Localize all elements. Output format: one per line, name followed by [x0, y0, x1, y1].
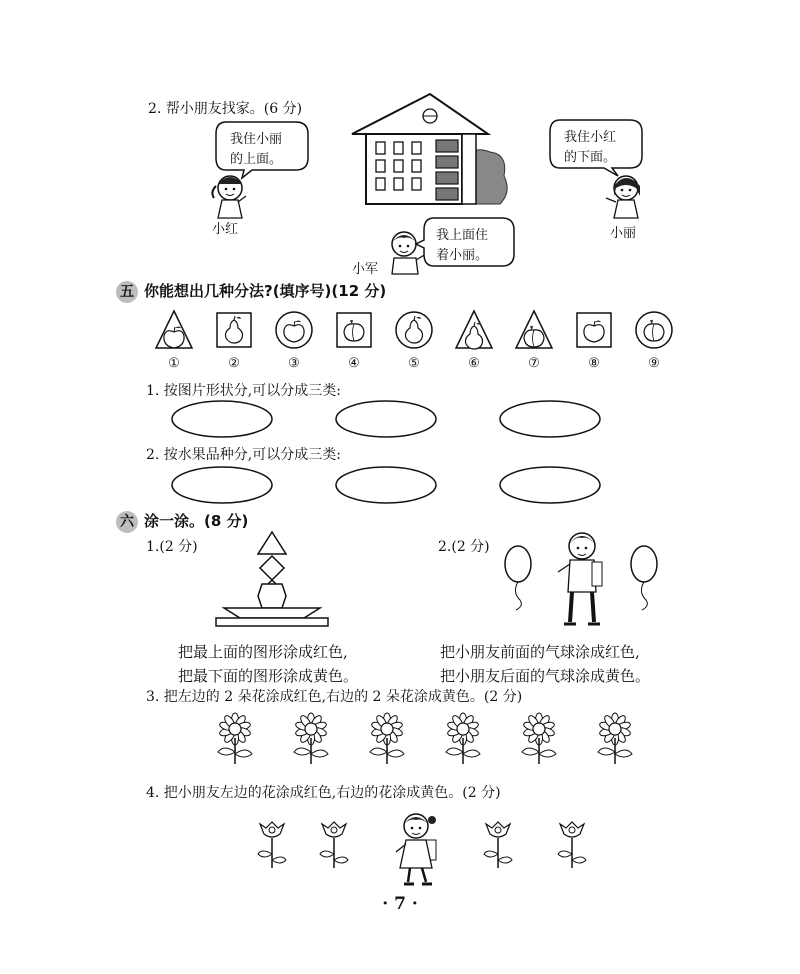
bubble-left-line1: 我住小丽 [230, 132, 283, 147]
tulip-icon[interactable] [478, 818, 518, 872]
bubble-bottom-line2: 着小丽。 [436, 248, 489, 263]
name-xiaohong: 小红 [212, 222, 239, 237]
section-6-badge: 六 [116, 511, 138, 533]
girl-xiaoli-icon [596, 172, 656, 220]
stacked-shapes-icon [212, 530, 332, 630]
fruit-item-9 [632, 310, 676, 371]
section-5-title [116, 280, 386, 303]
question-title: 2. 帮小朋友找家。(6 分) [148, 101, 303, 117]
circle-frame-icon [274, 310, 314, 350]
fruit-item-4 [332, 310, 376, 371]
fruit-item-8 [572, 310, 616, 371]
answer-oval[interactable] [500, 467, 600, 503]
bubble-bottom-line1: 我上面住 [436, 228, 489, 243]
fruit-item-label: ⑥ [468, 356, 480, 371]
q6-3-prompt: 3. 把左边的 2 朵花涂成红色,右边的 2 朵花涂成黄色。(2 分) [146, 689, 523, 705]
sunflower-icon[interactable] [438, 712, 488, 766]
balloon-right-icon[interactable] [626, 544, 666, 610]
fruit-item-label: ④ [348, 356, 360, 371]
square-frame-icon [214, 310, 254, 350]
q6-4-prompt: 4. 把小朋友左边的花涂成红色,右边的花涂成黄色。(2 分) [146, 785, 501, 801]
q6-2-instructions [440, 640, 650, 688]
balloon-left-icon[interactable] [500, 544, 540, 610]
top-triangle-shape[interactable] [258, 532, 286, 554]
q6-1-label: 1.(2 分) [146, 539, 198, 555]
sunflower-icon[interactable] [210, 712, 260, 766]
page-number: · 7 · [382, 894, 418, 914]
answer-oval[interactable] [336, 467, 436, 503]
tulip-icon[interactable] [252, 818, 292, 872]
fruit-item-label: ⑧ [588, 356, 600, 371]
answer-oval[interactable] [172, 467, 272, 503]
flower-girl-row [252, 812, 592, 888]
sunflower-icon[interactable] [362, 712, 412, 766]
house-illustration-icon [340, 92, 510, 204]
answer-ovals-row-2 [170, 466, 610, 506]
fruit-item-label: ③ [288, 356, 300, 371]
circle-frame-icon [394, 310, 434, 350]
q5-1-prompt: 1. 按图片形状分,可以分成三类: [146, 383, 341, 399]
q5-2-prompt: 2. 按水果品种分,可以分成三类: [146, 447, 341, 463]
bubble-right-line1: 我住小红 [564, 130, 617, 145]
fruit-item-label: ① [168, 356, 180, 371]
fruit-item-label: ⑦ [528, 356, 540, 371]
fruit-item-7 [512, 310, 556, 371]
section-6-heading: 涂一涂。(8 分) [144, 512, 249, 530]
sunflower-icon[interactable] [590, 712, 640, 766]
circle-frame-icon [634, 310, 674, 350]
triangle-frame-icon [514, 310, 554, 350]
section-5-badge: 五 [116, 281, 138, 303]
fruit-shapes-row [152, 310, 672, 374]
fruit-item-label: ⑨ [648, 356, 660, 371]
answer-oval[interactable] [336, 401, 436, 437]
fruit-item-5 [392, 310, 436, 371]
bottom-bar-shape[interactable] [216, 618, 328, 626]
girl-with-backpack-icon [392, 812, 444, 886]
fruit-item-6 [452, 310, 496, 371]
sunflower-icon[interactable] [286, 712, 336, 766]
answer-oval[interactable] [500, 401, 600, 437]
q6-1-line1: 把最上面的图形涂成红色, [178, 643, 348, 661]
q6-2-line1: 把小朋友前面的气球涂成红色, [440, 643, 640, 661]
q6-1-line2: 把最下面的图形涂成黄色。 [178, 667, 359, 685]
sunflower-icon[interactable] [514, 712, 564, 766]
answer-oval[interactable] [172, 401, 272, 437]
fruit-item-3 [272, 310, 316, 371]
tulip-icon[interactable] [552, 818, 592, 872]
boy-holding-balloons-icon [548, 530, 618, 630]
q6-2-line2: 把小朋友后面的气球涂成黄色。 [440, 667, 651, 685]
bubble-right-line2: 的下面。 [564, 150, 617, 165]
q6-2-label: 2.(2 分) [438, 539, 490, 555]
answer-ovals-row-1 [170, 400, 610, 440]
section-5-heading: 你能想出几种分法?(填序号)(12 分) [144, 282, 387, 300]
fruit-item-label: ② [228, 356, 240, 371]
triangle-frame-icon [154, 310, 194, 350]
square-frame-icon [334, 310, 374, 350]
triangle-frame-icon [454, 310, 494, 350]
bubble-left-line2: 的上面。 [230, 152, 283, 167]
fruit-item-label: ⑤ [408, 356, 420, 371]
fruit-item-2 [212, 310, 256, 371]
square-frame-icon [574, 310, 614, 350]
tulip-icon[interactable] [314, 818, 354, 872]
sunflower-row [210, 712, 640, 766]
q6-1-instructions [178, 640, 358, 688]
girl-xiaohong-icon [200, 172, 260, 222]
fruit-item-1 [152, 310, 196, 371]
name-xiaoli: 小丽 [610, 226, 637, 241]
name-xiaojun: 小军 [352, 262, 379, 277]
